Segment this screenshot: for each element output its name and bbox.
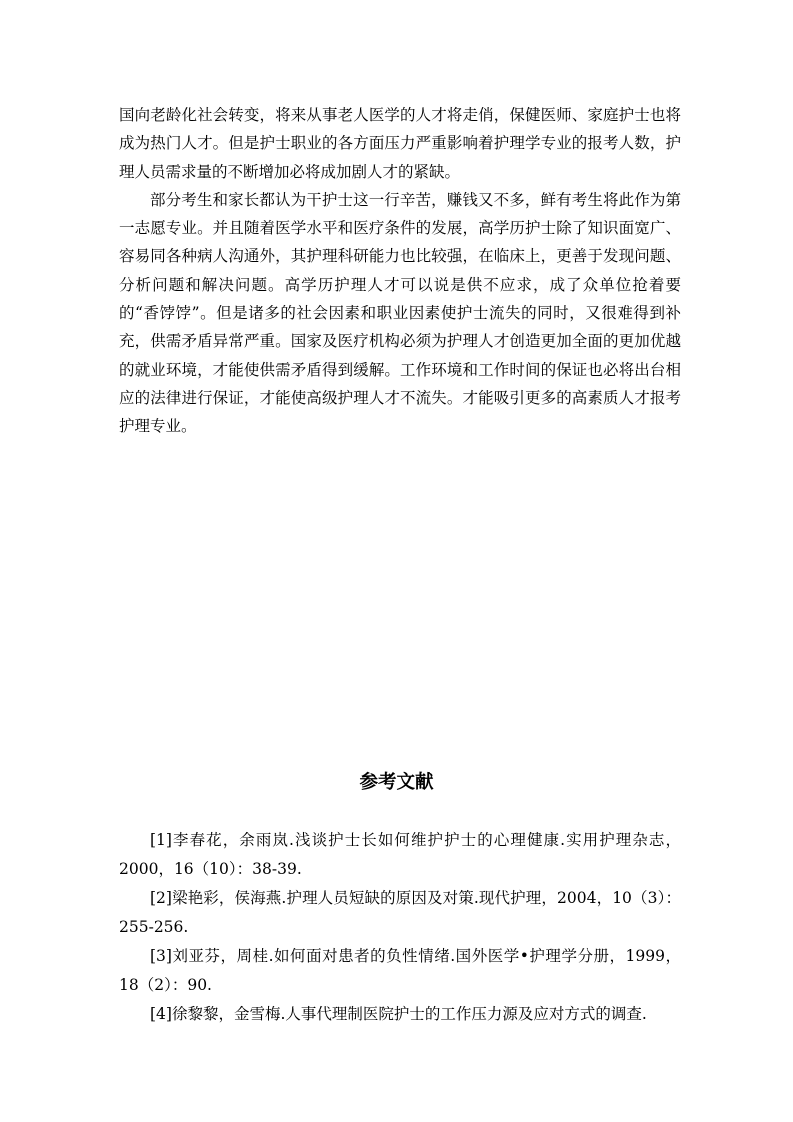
reference-item: [4]徐黎黎，金雪梅.人事代理制医院护士的工作压力源及应对方式的调查. [150, 1005, 647, 1023]
reference-item: [1]李春花，余雨岚.浅谈护士长如何维护护士的心理健康.实用护理杂志，2000，16（10）：38-39. [119, 831, 681, 878]
body-paragraph: 国向老龄化社会转变，将来从事老人医学的人才将走俏，保健医师、家庭护士也将成为热门人才。但是护士职业的各方面压力严重影响着护理学专业的报考人数，护理人员需求量的不断增加必将成加剧人才的紧缺。 [119, 106, 681, 181]
reference-item: [2]梁艳彩，侯海燕.护理人员短缺的原因及对策.现代护理，2004，10（3）：255-256. [119, 889, 681, 936]
references-heading: 参考文献 [359, 772, 434, 793]
reference-list [119, 826, 681, 1029]
body-paragraph: 部分考生和家长都认为干护士这一行辛苦，赚钱又不多，鲜有考生将此作为第一志愿专业。并且随着医学水平和医疗条件的发展，高学历护士除了知识面宽广、容易同各种病人沟通外，其护理科研能力也比较强，在临床上，更善于发现问题、分析问题和解决问题。高学历护理人才可以说是供不应求，成了众单位抢着要的“香饽饽”。但是诸多的社会因素和职业因素使护士流失的同时，又很难得到补充，供需矛盾异常严重。国家及医疗机构必须为护理人才创造更加全面的更加优越的就业环境，才能使供需矛盾得到缓解。工作环境和工作时间的保证也必将出台相应的法律进行保证，才能使高级护理人才不流失。才能吸引更多的高素质人才报考护理专业。 [119, 190, 681, 436]
body-text [119, 101, 681, 441]
reference-item: [3]刘亚芬，周桂.如何面对患者的负性情绪.国外医学•护理学分册，1999，18（2）：90. [119, 947, 681, 994]
